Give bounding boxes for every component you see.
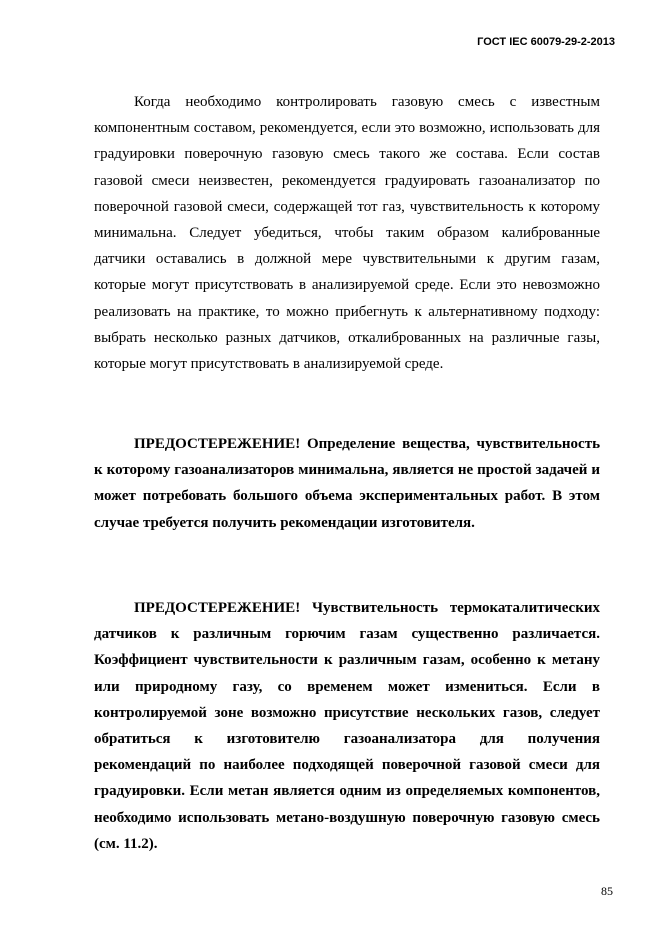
- warning-paragraph-minimal-sensitivity: ПРЕДОСТЕРЕЖЕНИЕ! Определение вещества, чувствительность к которому газоанализаторов минимальна, является не простой задачей и может потребовать большого объема экспериментальных работ. В этом случае требуется получить рекомендации изготовителя.: [94, 436, 600, 531]
- page-number: 85: [601, 884, 613, 898]
- document-code-header: ГОСТ IEC 60079-29-2-2013: [477, 36, 615, 48]
- body-paragraph-calibration: Когда необходимо контролировать газовую смесь с известным компонентным составом, рекомендуется, если это возможно, использовать для градуировки поверочную газовую смесь такого же состава. Если состав газовой смеси неизвестен, рекомендуется градуировать газоанализатор по поверочной газовой смеси, содержащей тот газ, чувствительность к которому минимальна. Следует убедиться, чтобы таким образом калиброванные датчики оставались в должной мере чувствительными к другим газам, которые могут присутствовать в анализируемой среде. Если это невозможно реализовать на практике, то можно прибегнуть к альтернативному подходу: выбрать несколько разных датчиков, откалиброванных на различные газы, которые могут присутствовать в анализируемой среде.: [94, 94, 600, 373]
- warning-paragraph-catalytic-sensors: ПРЕДОСТЕРЕЖЕНИЕ! Чувствительность термокаталитических датчиков к различным горючим газам существенно различается. Коэффициент чувствительности к различным газам, особенно к метану или природному газу, со временем может измениться. Если в контролируемой зоне возможно присутствие нескольких газов, следует обратиться к изготовителю газоанализатора для получения рекомендаций по наиболее подходящей поверочной газовой смеси для градуировки. Если метан является одним из определяемых компонентов, необходимо использовать метано-воздушную поверочную газовую смесь (см. 11.2).: [94, 600, 600, 852]
